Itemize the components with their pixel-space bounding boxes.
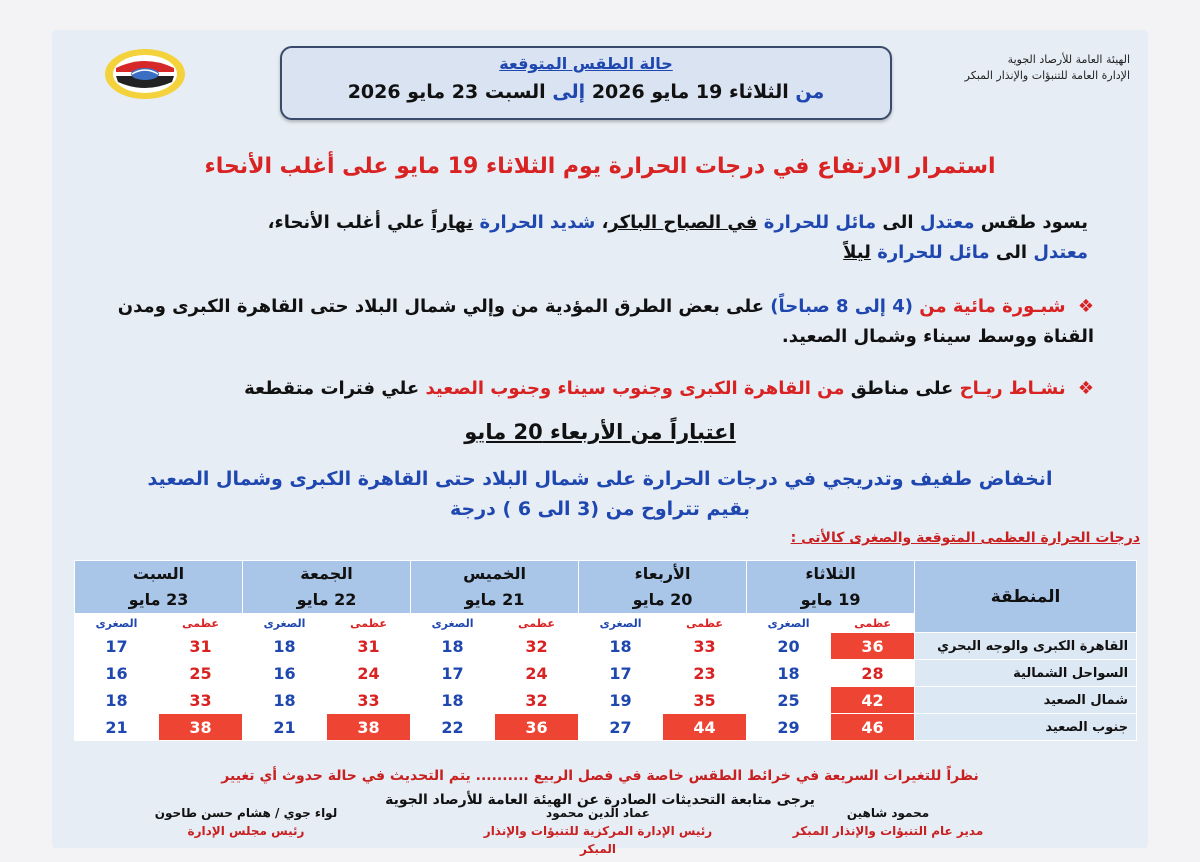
region-cell: شمال الصعيد [915,687,1137,714]
min-temp-cell: 29 [747,714,831,741]
min-temp-cell: 18 [243,687,327,714]
table-body [75,633,1137,741]
max-temp-cell: 24 [327,660,411,687]
title-box [280,46,892,120]
bullet-fog: ❖ شبـورة مائية من (4 إلى 8 صباحاً) على بعض الطرق المؤدية من وإلي شمال البلاد حتى القاهرة الكبرى ومدن القناة ووسط سيناء وشمال الصعيد. [117,296,1094,347]
max-temp-cell: 44 [663,714,747,741]
ema-logo-icon [102,46,188,102]
min-temp-cell: 19 [579,687,663,714]
diamond-bullet-icon: ❖ [1077,378,1094,399]
min-label: الصغرى [243,614,327,633]
max-label: عظمى [159,614,243,633]
max-temp-cell: 23 [663,660,747,687]
max-temp-cell: 25 [159,660,243,687]
min-temp-cell: 17 [411,660,495,687]
max-temp-cell: 33 [663,633,747,660]
min-label: الصغرى [747,614,831,633]
main-headline: استمرار الارتفاع في درجات الحرارة يوم الثلاثاء 19 مايو على أغلب الأنحاء [204,154,996,179]
min-temp-cell: 21 [75,714,159,741]
signature-block: لواء جوي / هشام حسن طاحون رئيس مجلس الإدارة [154,806,338,838]
max-label: عظمى [495,614,579,633]
follow-notice: يرجى متابعة التحديثات الصادرة عن الهيئة العامة للأرصاد الجوية [385,792,815,808]
org-department: الإدارة العامة للتنبؤات والإنذار المبكر [964,69,1130,82]
max-temp-cell: 36 [495,714,579,741]
region-column-header: المنطقة [915,561,1137,633]
forecast-title: حالة الطقس المتوقعة [499,54,673,73]
min-temp-cell: 22 [411,714,495,741]
table-header-row [75,561,1137,614]
from-wednesday-heading: اعتباراً من الأربعاء 20 مايو [464,420,736,444]
signature-block: عماد الدين محمود رئيس الإدارة المركزية للتنبؤات والإنذار المبكر [483,806,713,856]
table-row [75,714,1137,741]
day-header: الجمعة 22 مايو [243,561,411,614]
day-header: السبت 23 مايو [75,561,243,614]
day-header: الخميس 21 مايو [411,561,579,614]
max-temp-cell: 33 [159,687,243,714]
max-label: عظمى [663,614,747,633]
max-temp-cell: 42 [831,687,915,714]
max-temp-cell: 35 [663,687,747,714]
min-temp-cell: 16 [75,660,159,687]
table-row [75,660,1137,687]
min-temp-cell: 25 [747,687,831,714]
min-temp-cell: 18 [411,633,495,660]
day-header: الأربعاء 20 مايو [579,561,747,614]
bullet-wind: ❖ نشـاط ريـاح على مناطق من القاهرة الكبرى وجنوب سيناء وجنوب الصعيد علي فترات متقطعة [244,378,1094,399]
min-temp-cell: 18 [75,687,159,714]
min-temp-cell: 20 [747,633,831,660]
weather-description: يسود طقس معتدل الى مائل للحرارة في الصباح الباكر، شديد الحرارة نهاراً علي أغلب الأنحاء، معتدل الى مائل للحرارة ليلاً [267,212,1088,263]
max-temp-cell: 38 [159,714,243,741]
table-row [75,687,1137,714]
signature-block: محمود شاهين مدير عام التنبؤات والإنذار المبكر [792,806,984,838]
organization-header [910,52,1130,84]
max-temp-cell: 33 [327,687,411,714]
temperature-table [74,560,1137,741]
min-temp-cell: 17 [579,660,663,687]
org-name: الهيئة العامة للأرصاد الجوية [1007,53,1130,66]
min-temp-cell: 18 [243,633,327,660]
min-temp-cell: 18 [411,687,495,714]
max-temp-cell: 38 [327,714,411,741]
update-note: نظراً للتغيرات السريعة في خرائط الطقس خاصة في فصل الربيع .......... يتم التحديث في حالة حدوث أي تغيير [221,768,979,784]
max-temp-cell: 36 [831,633,915,660]
region-cell: السواحل الشمالية [915,660,1137,687]
max-temp-cell: 32 [495,687,579,714]
table-caption: درجات الحرارة العظمى المتوقعة والصغرى كالأتى : [790,530,1140,546]
max-temp-cell: 31 [327,633,411,660]
min-temp-cell: 18 [579,633,663,660]
max-temp-cell: 28 [831,660,915,687]
min-label: الصغرى [411,614,495,633]
forecast-date-range: من الثلاثاء 19 مايو 2026 إلى السبت 23 مايو 2026 [347,81,825,103]
min-label: الصغرى [579,614,663,633]
max-label: عظمى [327,614,411,633]
forecast-document [52,30,1148,856]
temperature-drop-notice: انخفاض طفيف وتدريجي في درجات الحرارة على شمال البلاد حتى القاهرة الكبرى وشمال الصعيد بقيم تتراوح من (3 الى 6 ) درجة [147,468,1053,520]
region-cell: جنوب الصعيد [915,714,1137,741]
min-temp-cell: 16 [243,660,327,687]
diamond-bullet-icon: ❖ [1077,296,1094,317]
region-cell: القاهرة الكبرى والوجه البحري [915,633,1137,660]
day-header: الثلاثاء 19 مايو [747,561,915,614]
max-temp-cell: 46 [831,714,915,741]
max-temp-cell: 24 [495,660,579,687]
max-temp-cell: 31 [159,633,243,660]
min-temp-cell: 17 [75,633,159,660]
min-label: الصغرى [75,614,159,633]
min-temp-cell: 18 [747,660,831,687]
max-label: عظمى [831,614,915,633]
min-temp-cell: 27 [579,714,663,741]
max-temp-cell: 32 [495,633,579,660]
min-temp-cell: 21 [243,714,327,741]
table-row [75,633,1137,660]
